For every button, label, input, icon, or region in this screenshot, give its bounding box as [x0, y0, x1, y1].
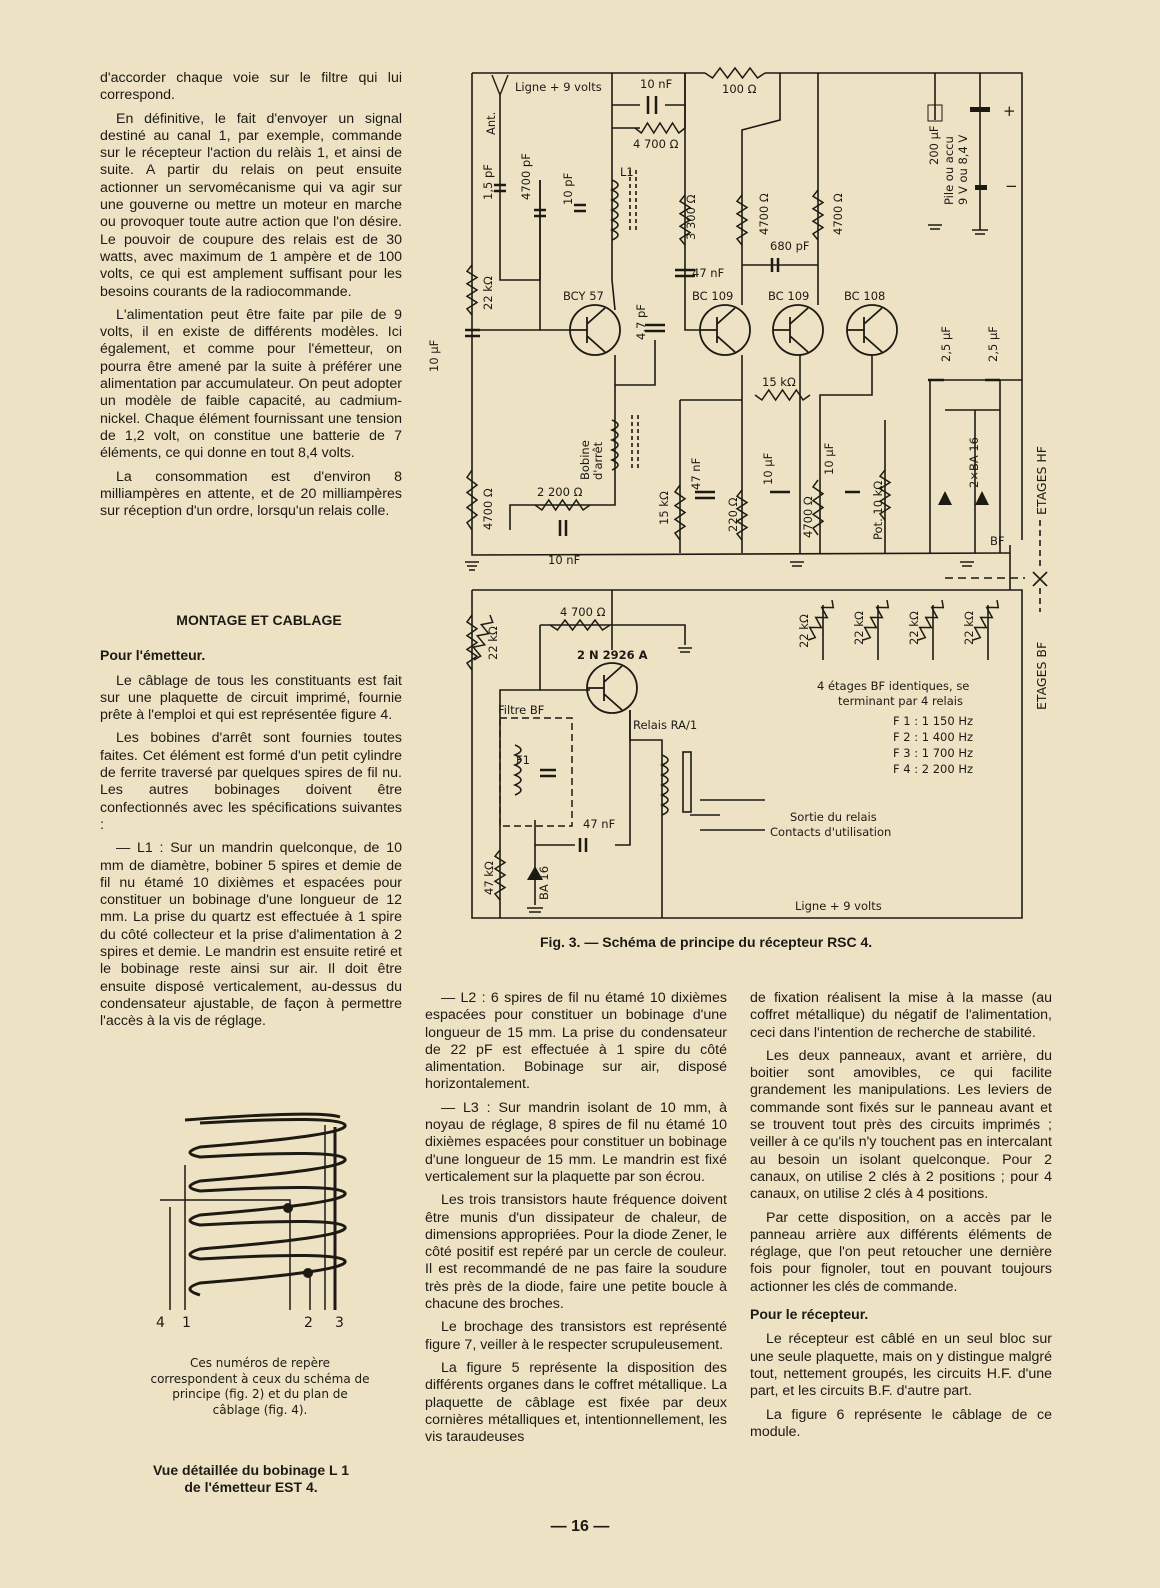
right-column: [750, 990, 1052, 1447]
label-filter: Filtre BF: [498, 703, 545, 717]
label-resistor: 4700 Ω: [831, 193, 845, 235]
paragraph: de fixation réalisent la mise à la masse (au coffret métallique) du négatif de l'alimentation, ceci dans l'intention de recherche de stabilité.: [750, 990, 1052, 1041]
label-frequency: F 1 : 1 150 Hz: [893, 714, 974, 728]
label-cap: 2,5 µF: [939, 326, 953, 362]
label-cap: 10 µF: [822, 442, 836, 475]
label-transistor: BC 108: [844, 289, 886, 303]
label-resistor: 4 700 Ω: [633, 137, 679, 151]
label-cap: 200 µF: [927, 125, 941, 165]
label-ligne: Ligne + 9 volts: [515, 80, 602, 94]
label-etages-hf: ETAGES HF: [1034, 446, 1049, 515]
paragraph: La figure 6 représente le câblage de ce module.: [750, 1406, 1052, 1440]
label-pot: 22 kΩ: [907, 611, 921, 645]
paragraph: L'alimentation peut être faite par pile de 9 volts, il en existe de différents modèles. Ici également, et comme pour l'émetteur, on pourra être amené par la suite à préférer une alimentation par accumulateur. On peut adopter un modèle de faible capacité, au cadmium-nickel. Chaque élément fournissant une tension de 1,2 volt, on constitue une batterie de 7 éléments, ce qui donne en tout 8,4 volts.: [100, 306, 402, 462]
label-cap: 10 nF: [548, 553, 581, 567]
label-resistor: 4700 Ω: [757, 193, 771, 235]
label-ligne: Ligne + 9 volts: [795, 899, 882, 913]
label-pot: 22 kΩ: [852, 611, 866, 645]
label-resistor: 47 kΩ: [482, 861, 496, 895]
coil-note: Ces numéros de repère correspondent à ceux du schéma de principe (fig. 2) et du plan de câblage (fig. 4).: [150, 1356, 370, 1417]
paragraph: — L2 : 6 spires de fil nu étamé 10 dixièmes espacées pour constituer un bobinage d'une longueur de 15 mm. La prise du condensateur de 22 pF est effectuée à 1 spire du côté alimentation. Bobinage sur air, disposé horizontalement.: [425, 990, 727, 1093]
paragraph: La consommation est d'environ 8 milliampères en attente, et de 20 milliampères sur réception d'un ordre, lorsqu'un relais colle.: [100, 468, 402, 520]
tap-point-icon: [283, 1203, 293, 1213]
label-note: 4 étages BF identiques, se: [817, 679, 970, 693]
resistor-icon: [755, 390, 810, 400]
paragraph: En définitive, le fait d'envoyer un signal destiné au canal 1, par exemple, commande sur le récepteur l'action du relàis 1, et ainsi de suite. A partir du relais on peut ensuite actionner un servomécanisme qui va agir sur une gouverne ou mettre un moteur en marche ou provoquer toute autre action que l'on désire. Le pouvoir de coupure des relais est de 30 watts, avec maximum de 1 ampère et de 100 volts, ce qui est amplement suffisant pour les besoins courants de la radiocommande.: [100, 110, 402, 300]
coil-figure: [140, 1105, 370, 1335]
subheading: Pour le récepteur.: [750, 1306, 869, 1323]
label-cap: 1,5 pF: [481, 164, 495, 200]
label-cap: 10 nF: [640, 77, 673, 91]
page-number: — 16 —: [550, 1518, 610, 1535]
label-diode: BA 16: [537, 865, 551, 900]
label-resistor: 22 kΩ: [486, 626, 500, 660]
paragraph: Le brochage des transistors est représenté figure 7, veiller à le respecter scrupuleusement.: [425, 1319, 727, 1353]
label-cap: 10 µF: [427, 339, 441, 372]
label-resistor: 100 Ω: [722, 82, 757, 96]
label-frequency: F 4 : 2 200 Hz: [893, 762, 974, 776]
left-column-top: [100, 70, 402, 526]
paragraph: Le récepteur est câblé en un seul bloc sur une seule plaquette, mais on y distingue malgré tout, nettement groupés, les circuits H.F. d'une part, et les circuits B.F. d'autre part.: [750, 1331, 1052, 1400]
resistor-icon: [808, 600, 833, 640]
label-resistor: 220 Ω: [726, 497, 740, 532]
label-resistor: 15 kΩ: [657, 491, 671, 525]
filter-box: [500, 718, 572, 826]
paragraph: Les deux panneaux, avant et arrière, du boitier sont amovibles, ce qui facilite grandement les manipulations. Les leviers de commande sont fixés sur le panneau avant et se trouvent tout près des circuits imprimés ; veiller à ce qu'ils n'y touchent pas en intercalant au besoin un isolant quelconque. Pour 2 canaux, on utilise 2 clés à 2 positions ; pour 4 canaux, on utilise 2 clés à 4 positions.: [750, 1047, 1052, 1203]
pin-label: 1: [182, 1315, 191, 1331]
label-pot: Pot. 10 kΩ: [871, 480, 885, 540]
pin-label: 3: [335, 1315, 344, 1331]
label-resistor: 2 200 Ω: [537, 485, 583, 499]
label-output: Contacts d'utilisation: [770, 825, 892, 839]
paragraph: La figure 5 représente la disposition des différents organes dans le coffret métallique. La plaquette de câblage est fixée par deux cornières métalliques et, intentionnellement, les vis taraudeuses: [425, 1359, 727, 1446]
left-column-bottom: [100, 612, 402, 1037]
label-transistor: BC 109: [692, 289, 734, 303]
label-resistor: 22 kΩ: [481, 276, 495, 310]
label-coil: Bobine: [578, 440, 592, 480]
label-transistor: BC 109: [768, 289, 810, 303]
paragraph: — L1 : Sur un mandrin quelconque, de 10 mm de diamètre, bobiner 5 spires et demie de fil nu étamé 10 dixièmes et espacées pour constituer un bobinage d'une longueur de 12 mm. La prise du quartz est effectuée à 1 spire du côté collecteur et la prise d'alimentation à 2 spires et demie. Le mandrin est ensuite retiré et le bobinage reste ainsi sur air. Il doit être ensuite disposé verticalement, au-dessus du condensateur ajustable, de façon à permettre l'accès à la vis de réglage.: [100, 840, 402, 1030]
coil-figure-title: [100, 1462, 402, 1496]
label-transistor: BCY 57: [563, 289, 604, 303]
label-cap: 47 nF: [583, 817, 616, 831]
middle-column: [425, 990, 727, 1452]
label-cap: 47 nF: [692, 266, 725, 280]
pin-label: 4: [156, 1315, 165, 1331]
pin-label: 2: [304, 1315, 313, 1331]
coil-title-line: de l'émetteur EST 4.: [184, 1479, 318, 1495]
label-resistor: 3 300 Ω: [684, 194, 698, 240]
label-bf: BF: [990, 534, 1005, 548]
label-cap: 47 nF: [689, 457, 703, 490]
resistor-icon: [635, 123, 685, 133]
label-coil: d'arrêt: [591, 441, 605, 480]
label-battery: Pile ou accu: [942, 136, 956, 205]
label-cap: 4,7 pF: [634, 304, 648, 340]
label-cap: 2,5 µF: [986, 326, 1000, 362]
label-resistor: 15 kΩ: [762, 375, 796, 389]
paragraph: — L3 : Sur mandrin isolant de 10 mm, à noyau de réglage, 8 spires de fil nu étamé 10 dixièmes espacées pour constituer un bobinage d'une longueur de 15 mm. Le mandrin est fixé verticalement sur la plaquette par son écrou.: [425, 1099, 727, 1185]
label-pot: 22 kΩ: [962, 611, 976, 645]
subheading: Pour l'émetteur.: [100, 647, 206, 664]
resistor-icon: [863, 600, 888, 640]
label-cap: 680 pF: [770, 239, 810, 253]
paragraph: Les trois transistors haute fréquence doivent être munis d'un dissipateur de chaleur, de dimensions appropriées. Pour la diode Zener, le côté positif est repéré par un cercle de couleur. Il est recommandé de ne pas faire la soudure très près de la diode, faire une petite boucle à chacune des broches.: [425, 1192, 727, 1313]
paragraph: Par cette disposition, on a accès par le panneau arrière aux différents éléments de réglage, que l'on peut retoucher une dernière fois pour fignoler, tout en pouvant toujours actionner les clés de commande.: [750, 1209, 1052, 1295]
receiver-schematic: [427, 60, 1060, 930]
label-minus: −: [1005, 177, 1018, 195]
label-cap: 4700 pF: [519, 153, 533, 200]
label-frequency: F 2 : 1 400 Hz: [893, 730, 974, 744]
label-diode: 2×BA 16: [967, 437, 981, 488]
paragraph: Les bobines d'arrêt sont fournies toutes faites. Cet élément est formé d'un petit cylindre de ferrite traversé par quelques spires de fil nu. Les autres bobinages doivent être confectionnés avec les spécifications suivantes :: [100, 730, 402, 833]
coil-title-line: Vue détaillée du bobinage L 1: [152, 1462, 350, 1478]
label-pot: 22 kΩ: [797, 614, 811, 648]
resistor-icon: [918, 600, 943, 640]
label-filter: F1: [516, 753, 530, 767]
paragraph: Le câblage de tous les constituants est fait sur une plaquette de circuit imprimé, fournie prête à l'emploi et qui est représentée figure 4.: [100, 672, 402, 724]
tap-point-icon: [303, 1268, 313, 1278]
label-cap: 10 µF: [761, 452, 775, 485]
label-plus: +: [1003, 102, 1016, 120]
label-etages-bf: ETAGES BF: [1034, 641, 1049, 710]
label-antenna: Ant.: [484, 111, 498, 135]
resistor-icon: [705, 68, 765, 78]
paragraph: d'accorder chaque voie sur le filtre qui lui correspond.: [100, 70, 402, 104]
label-transistor: 2 N 2926 A: [577, 648, 648, 662]
label-battery: 9 V ou 8,4 V: [956, 134, 970, 205]
label-output: Sortie du relais: [790, 810, 877, 824]
label-resistor: 4 700 Ω: [560, 605, 606, 619]
resistor-icon: [973, 600, 998, 640]
label-resistor: 4700 Ω: [481, 488, 495, 530]
figure-caption: Fig. 3. — Schéma de principe du récepteur RSC 4.: [540, 934, 873, 950]
label-frequency: F 3 : 1 700 Hz: [893, 746, 974, 760]
label-cap: 10 pF: [561, 172, 575, 205]
section-heading: MONTAGE ET CABLAGE: [176, 612, 342, 628]
label-note: terminant par 4 relais: [838, 694, 963, 708]
label-relay: Relais RA/1: [633, 718, 698, 732]
label-resistor: 4700 Ω: [801, 496, 815, 538]
label-coil: L1: [620, 165, 634, 179]
